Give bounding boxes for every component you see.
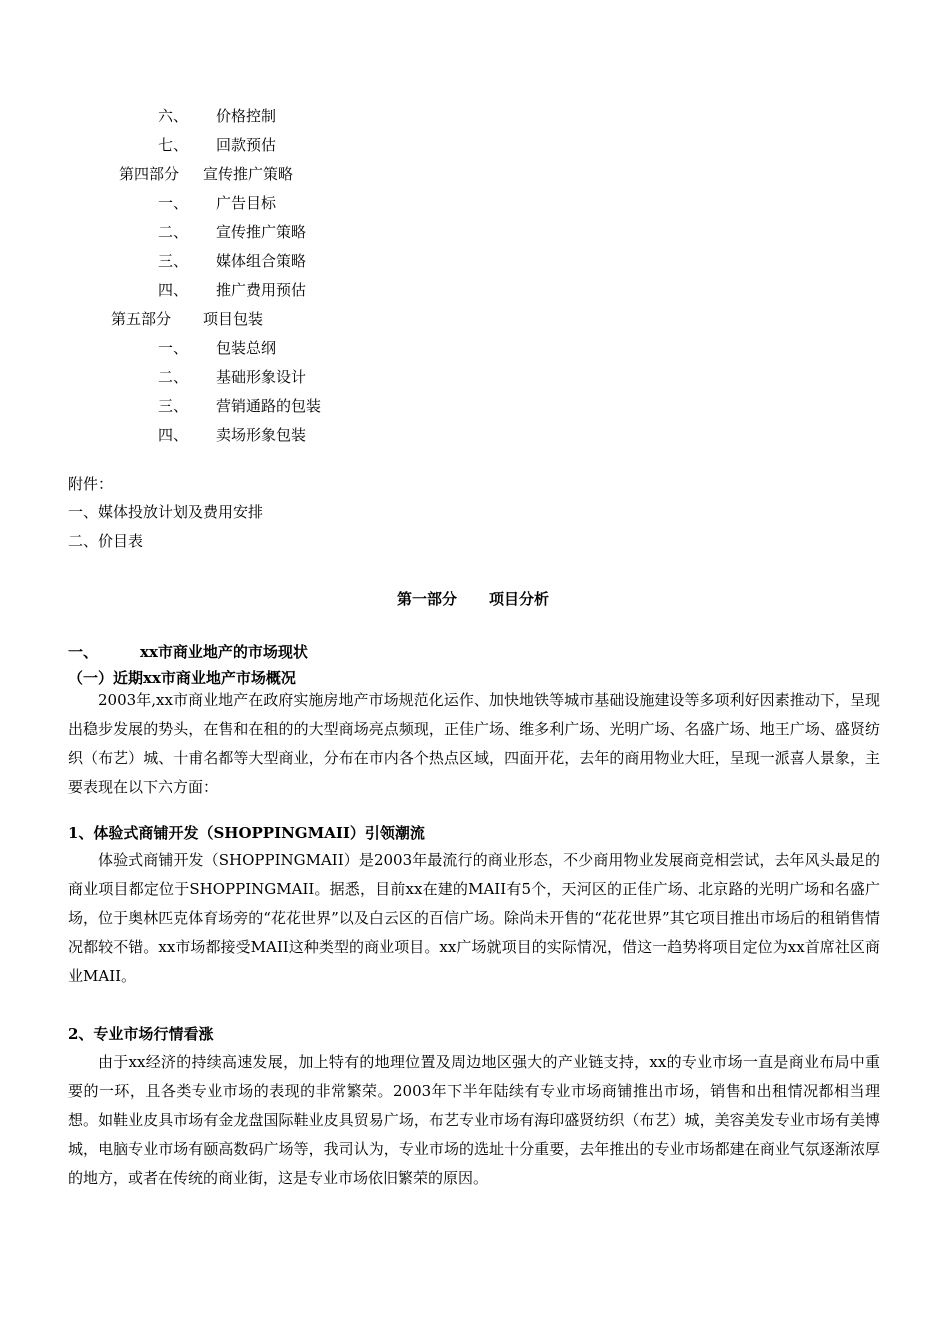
section-number: 一、 bbox=[68, 643, 99, 661]
toc-item bbox=[158, 222, 306, 242]
toc-item bbox=[158, 425, 306, 445]
toc-item-label: 营销通路的包装 bbox=[216, 397, 322, 415]
toc-part-heading bbox=[119, 164, 293, 184]
body-paragraph bbox=[68, 846, 880, 991]
part-title-number: 第一部分 bbox=[397, 590, 458, 608]
part-title-label: 项目分析 bbox=[489, 590, 550, 608]
toc-item-number: 六、 bbox=[158, 107, 189, 125]
toc-item-label: 基础形象设计 bbox=[216, 368, 307, 386]
subheading: 1、体验式商铺开发（SHOPPINGMAII）引领潮流 bbox=[68, 824, 425, 842]
paragraph-text: 2003年,xx市商业地产在政府实施房地产市场规范化运作、加快地铁等城市基础设施建设等多项利好因素推动下，呈现出稳步发展的势头，在售和在租的的大型商场亮点频现，正佳广场、维多利广场、光明广场、名盛广场、地王广场、盛贤纺织（布艺）城、十甫名都等大型商业，分布在市内各个热点区域，四面开花，去年的商用物业大旺，呈现一派喜人景象，主要表现在以下六方面： bbox=[68, 691, 880, 796]
toc-item-number: 三、 bbox=[158, 397, 189, 415]
paragraph-text: 体验式商铺开发（SHOPPINGMAII）是2003年最流行的商业形态，不少商用物业发展商竞相尝试，去年风头最足的商业项目都定位于SHOPPINGMAII。据悉，目前xx在建的MAII有5个，天河区的正佳广场、北京路的光明广场和名盛广场，位于奥林匹克体育场旁的“花花世界”以及白云区的百信广场。除尚未开售的“花花世界”其它项目推出市场后的租销售情况都较不错。xx市场都接受MAII这种类型的商业项目。xx广场就项目的实际情况，借这一趋势将项目定位为xx首席社区商业MAII。 bbox=[68, 851, 880, 985]
section-heading bbox=[68, 642, 308, 662]
toc-item bbox=[158, 106, 276, 126]
toc-item bbox=[158, 367, 306, 387]
toc-item bbox=[158, 193, 276, 213]
toc-part-number: 第四部分 bbox=[119, 165, 180, 183]
section-label: xx市商业地产的市场现状 bbox=[140, 643, 308, 661]
toc-item-label: 价格控制 bbox=[216, 107, 277, 125]
toc-part-number: 第五部分 bbox=[111, 310, 172, 328]
toc-item-number: 四、 bbox=[158, 281, 189, 299]
appendix-item: 一、媒体投放计划及费用安排 bbox=[68, 503, 264, 521]
toc-item-label: 回款预估 bbox=[216, 136, 277, 154]
toc-part-label: 项目包装 bbox=[203, 310, 264, 328]
toc-item bbox=[158, 396, 321, 416]
toc-item bbox=[158, 251, 306, 271]
toc-item-label: 宣传推广策略 bbox=[216, 223, 307, 241]
toc-item-number: 三、 bbox=[158, 252, 189, 270]
toc-item-number: 二、 bbox=[158, 223, 189, 241]
appendix-title: 附件： bbox=[68, 475, 114, 493]
body-paragraph bbox=[68, 1048, 880, 1193]
toc-item-label: 卖场形象包装 bbox=[216, 426, 307, 444]
toc-item-label: 推广费用预估 bbox=[216, 281, 307, 299]
toc-item bbox=[158, 338, 276, 358]
toc-item-label: 广告目标 bbox=[216, 194, 277, 212]
subsection-heading: （一）近期xx市商业地产市场概况 bbox=[68, 669, 296, 687]
toc-item-label: 媒体组合策略 bbox=[216, 252, 307, 270]
toc-item-number: 七、 bbox=[158, 136, 189, 154]
toc-item-number: 一、 bbox=[158, 194, 189, 212]
toc-part-heading bbox=[111, 309, 263, 329]
body-paragraph bbox=[68, 686, 880, 802]
toc-item bbox=[158, 135, 276, 155]
toc-item bbox=[158, 280, 306, 300]
subheading: 2、专业市场行情看涨 bbox=[68, 1025, 214, 1043]
toc-part-label: 宣传推广策略 bbox=[203, 165, 294, 183]
toc-item-number: 二、 bbox=[158, 368, 189, 386]
paragraph-text: 由于xx经济的持续高速发展，加上特有的地理位置及周边地区强大的产业链支持，xx的专业市场一直是商业布局中重要的一环，且各类专业市场的表现的非常繁荣。2003年下半年陆续有专业市场商铺推出市场，销售和出租情况都相当理想。如鞋业皮具市场有金龙盘国际鞋业皮具贸易广场，布艺专业市场有海印盛贤纺织（布艺）城，美容美发专业市场有美博城，电脑专业市场有颐高数码广场等，我司认为，专业市场的选址十分重要，去年推出的专业市场都建在商业气氛逐渐浓厚的地方，或者在传统的商业街，这是专业市场依旧繁荣的原因。 bbox=[68, 1053, 880, 1187]
toc-item-number: 一、 bbox=[158, 339, 189, 357]
part-title bbox=[397, 589, 549, 609]
appendix-item: 二、价目表 bbox=[68, 532, 144, 550]
toc-item-label: 包装总纲 bbox=[216, 339, 277, 357]
toc-item-number: 四、 bbox=[158, 426, 189, 444]
